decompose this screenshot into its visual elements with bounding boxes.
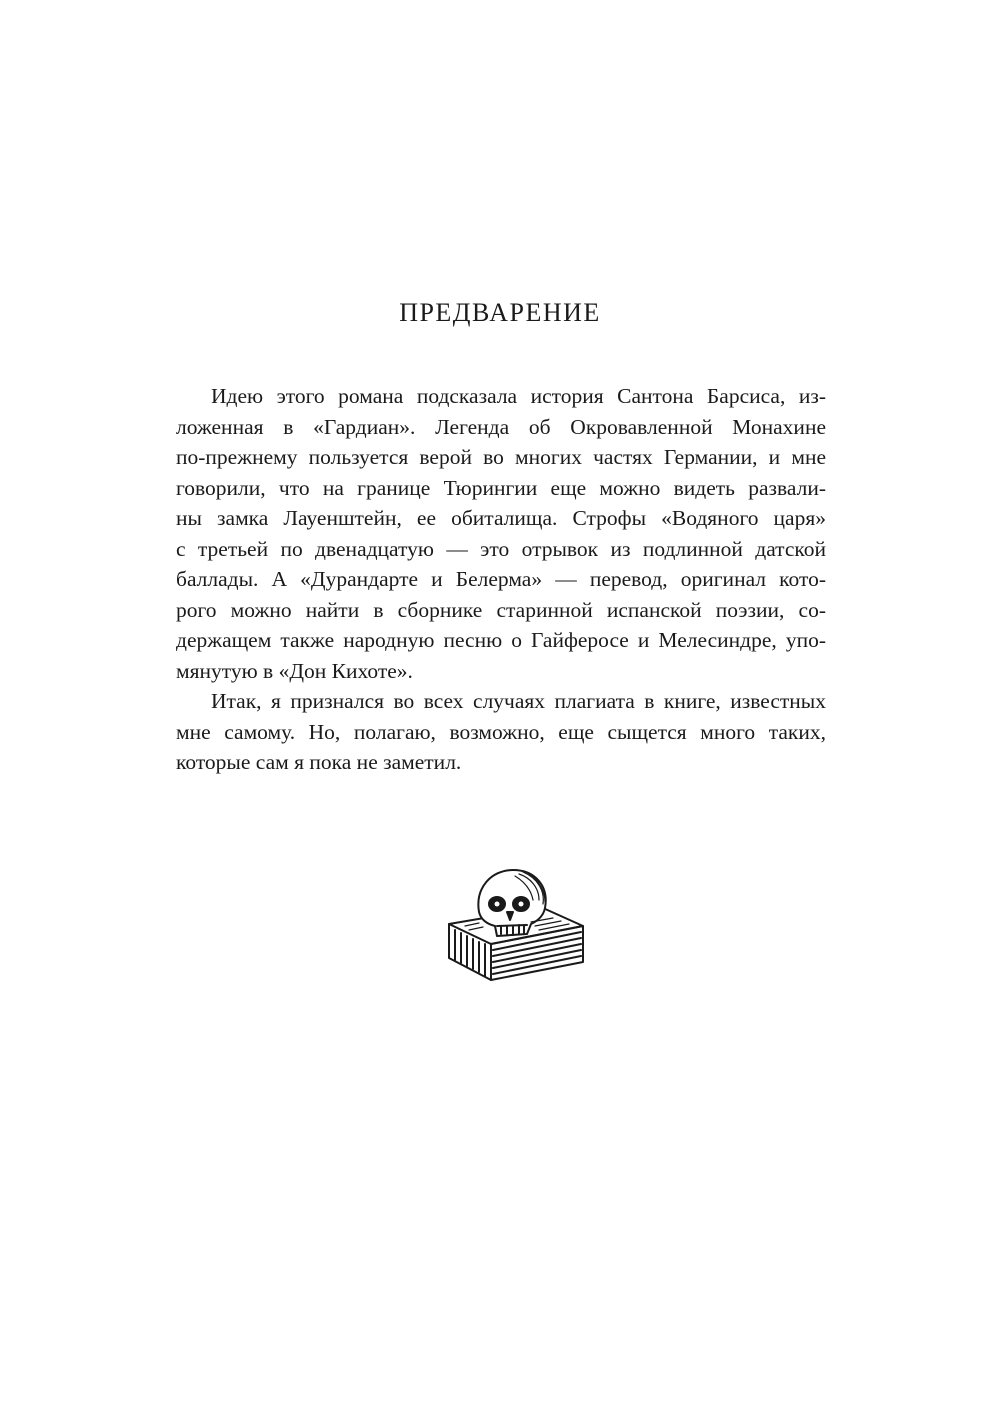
text-line: с третьей по двенадцатую — это отрывок из подлинной датской xyxy=(176,536,826,561)
paragraph-2 xyxy=(176,686,826,778)
text-line: говорили, что на границе Тюрингии еще можно видеть развали- xyxy=(176,475,826,500)
text-line: Итак, я признался во всех случаях плагиата в книге, известных xyxy=(211,689,826,713)
text-line: которые сам я пока не заметил. xyxy=(176,750,462,774)
text-line: по-прежнему пользуется верой во многих частях Германии, и мне xyxy=(176,445,826,469)
skull-on-book-icon xyxy=(435,862,595,992)
paragraph-1 xyxy=(176,381,826,686)
text-line: рого можно найти в сборнике старинной испанской поэзии, со- xyxy=(176,597,826,622)
text-line: ложенная в «Гардиан». Легенда об Окровавленной Монахине xyxy=(176,414,826,439)
text-line: мянутую в «Дон Кихоте». xyxy=(176,658,413,683)
text-line: держащем также народную песню о Гайферосе и Мелесиндре, упо- xyxy=(176,628,826,652)
text-line: Идею этого романа подсказала история Сантона Барсиса, из- xyxy=(211,384,826,408)
preface-text xyxy=(176,381,826,778)
text-line: ны замка Лауенштейн, ее обиталища. Строфы «Водяного царя» xyxy=(176,506,826,530)
page-title: ПРЕДВАРЕНИЕ xyxy=(399,298,601,327)
text-line: мне самому. Но, полагаю, возможно, еще сыщется много таких, xyxy=(176,719,826,744)
text-line: баллады. А «Дурандарте и Белерма» — перевод, оригинал кото- xyxy=(176,567,826,591)
